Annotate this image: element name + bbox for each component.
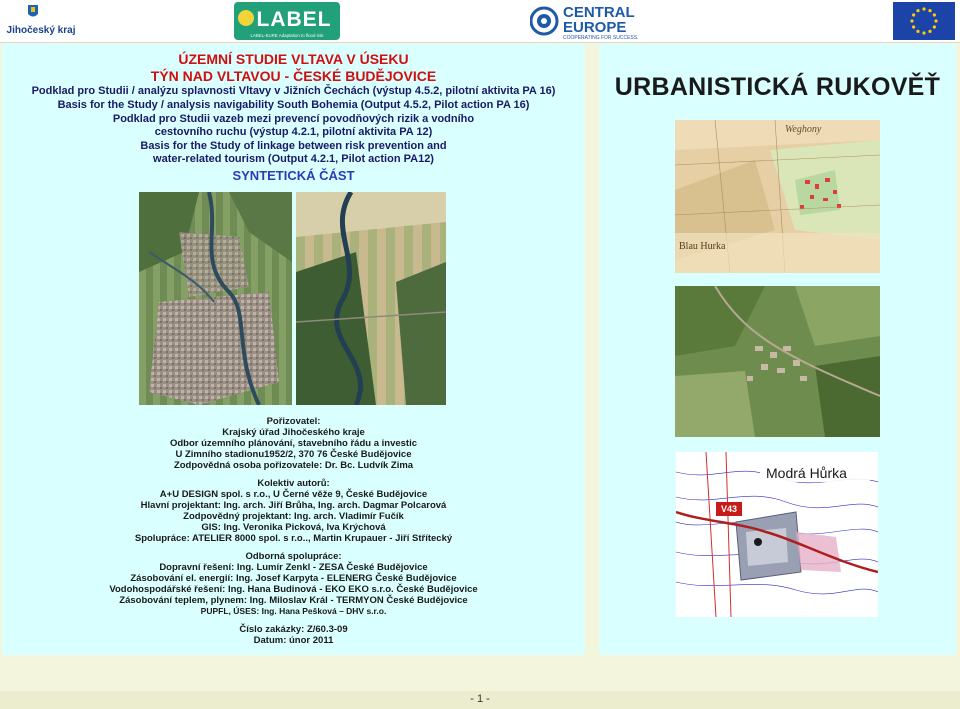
section-title: SYNTETICKÁ ČÁST — [232, 168, 355, 183]
eu-star — [933, 13, 936, 16]
ce-bottom-text: EUROPE — [563, 19, 627, 36]
planning-map-label: Modrá Hůrka — [766, 465, 847, 481]
credits-heading-procurer: Pořizovatel: — [266, 416, 321, 427]
urbanistic-handbook-title: URBANISTICKÁ RUKOVĚŤ — [614, 73, 941, 101]
credits-line: Dopravní řešení: Ing. Lumír Zenkl - ZESA České Budějovice — [159, 562, 428, 573]
central-europe-emblem-icon — [531, 8, 557, 34]
aerial-photo-village — [675, 286, 880, 437]
jihocesky-kraj-text: Jihočeský kraj — [6, 25, 76, 36]
planning-map — [676, 452, 878, 617]
eu-star — [922, 7, 925, 10]
road-label: V43 — [720, 504, 738, 514]
contract-number: Číslo zakázky: Z/60.3-09 — [239, 624, 348, 635]
label-logo-subtext: LABEL-EURE Adaptation to flood risk — [250, 33, 324, 38]
eu-flag-logo — [893, 2, 955, 40]
credits-line: Zásobování teplem, plynem: Ing. Miloslav Král - TERMYON České Budějovice — [119, 595, 468, 606]
credits-line: Spolupráce: ATELIER 8000 spol. s r.o.., Martin Krupauer - Jiří Střítecký — [134, 533, 453, 544]
credits-heading-authors: Kolektiv autorů: — [257, 478, 330, 489]
aerial-photo-river — [296, 192, 446, 405]
credits-line: GIS: Ing. Veronika Picková, Iva Krýchová — [201, 522, 386, 533]
page-number: - 1 - — [470, 693, 490, 705]
eu-star — [933, 25, 936, 28]
document-title-line2: TÝN NAD VLTAVOU - ČESKÉ BUDĚJOVICE — [150, 68, 437, 84]
eu-star — [912, 25, 915, 28]
eu-star — [916, 9, 919, 12]
historical-map-top-label: Weghony — [785, 124, 822, 135]
label-logo-text: LABEL — [256, 8, 332, 31]
church-icon — [754, 538, 762, 546]
description-line: cestovního ruchu (výstup 4.2.1, pilotní aktivita PA 12) — [154, 126, 433, 138]
eu-star — [922, 31, 925, 34]
central-europe-logo — [530, 2, 670, 40]
description-line: Podklad pro Studii vazeb mezi prevencí povodňových rizik a vodního — [112, 113, 475, 125]
credits-line: A+U DESIGN spol. s r.o., U Černé věže 9, České Budějovice — [159, 489, 428, 500]
credits-line: PUPFL, ÚSES: Ing. Hana Pešková – DHV s.r.o. — [200, 606, 387, 616]
credits-line: Vodohospodářské řešení: Ing. Hana Budinová - EKO EKO s.r.o. České Budějovice — [109, 584, 478, 595]
eu-star — [916, 30, 919, 33]
credits-line: Hlavní projektant: Ing. arch. Jiří Brůha, Ing. arch. Dagmar Polcarová — [140, 500, 447, 511]
document-title-line1: ÚZEMNÍ STUDIE VLTAVA V ÚSEKU — [178, 51, 409, 67]
credits-heading-cooperation: Odborná spolupráce: — [245, 551, 342, 562]
document-date: Datum: únor 2011 — [253, 635, 334, 646]
logo-bar — [0, 0, 960, 43]
ce-top-text: CENTRAL — [563, 4, 635, 21]
description-line: water-related tourism (Output 4.2.1, Pilot action PA12) — [153, 153, 434, 165]
credits-line: Zodpovědný projektant: Ing. arch. Vladimír Fučík — [183, 511, 404, 522]
ce-sub-text: COOPERATING FOR SUCCESS. — [563, 35, 639, 40]
right-panel — [599, 44, 956, 655]
description-line: Basis for the Study of linkage between risk prevention and — [140, 140, 447, 152]
label-logo — [234, 2, 340, 40]
credits-line: Zodpovědná osoba pořizovatele: Dr. Bc. Ludvík Zima — [173, 460, 414, 471]
credits-line: U Zimního stadionu1952/2, 370 76 České Budějovice — [175, 449, 412, 460]
aerial-photo-city — [139, 192, 292, 405]
eu-star — [934, 19, 937, 22]
label-sun-icon — [238, 10, 254, 26]
eu-star — [910, 19, 913, 22]
page-footer — [0, 691, 960, 709]
eu-star — [912, 13, 915, 16]
jihocesky-kraj-logo — [2, 2, 80, 40]
historical-map — [675, 120, 880, 273]
eu-star — [928, 30, 931, 33]
credits-line: Krajský úřad Jihočeského kraje — [222, 427, 365, 438]
description-line: Podklad pro Studii / analýzu splavnosti Vltavy v Jižních Čechách (výstup 4.5.2, pilotní aktivita PA 16) — [31, 85, 556, 97]
historical-map-label: Blau Hurka — [679, 241, 726, 252]
eu-star — [928, 9, 931, 12]
left-panel — [2, 44, 585, 655]
credits-line: Odbor územního plánování, stavebního řádu a investic — [169, 438, 418, 449]
jihocesky-kraj-emblem-icon — [28, 5, 38, 17]
description-line: Basis for the Study / analysis navigability South Bohemia (Output 4.5.2, Pilot action PA 16) — [57, 99, 530, 111]
credits-line: Zásobování el. energií: Ing. Josef Karpyta - ELENERG České Budějovice — [130, 573, 457, 584]
